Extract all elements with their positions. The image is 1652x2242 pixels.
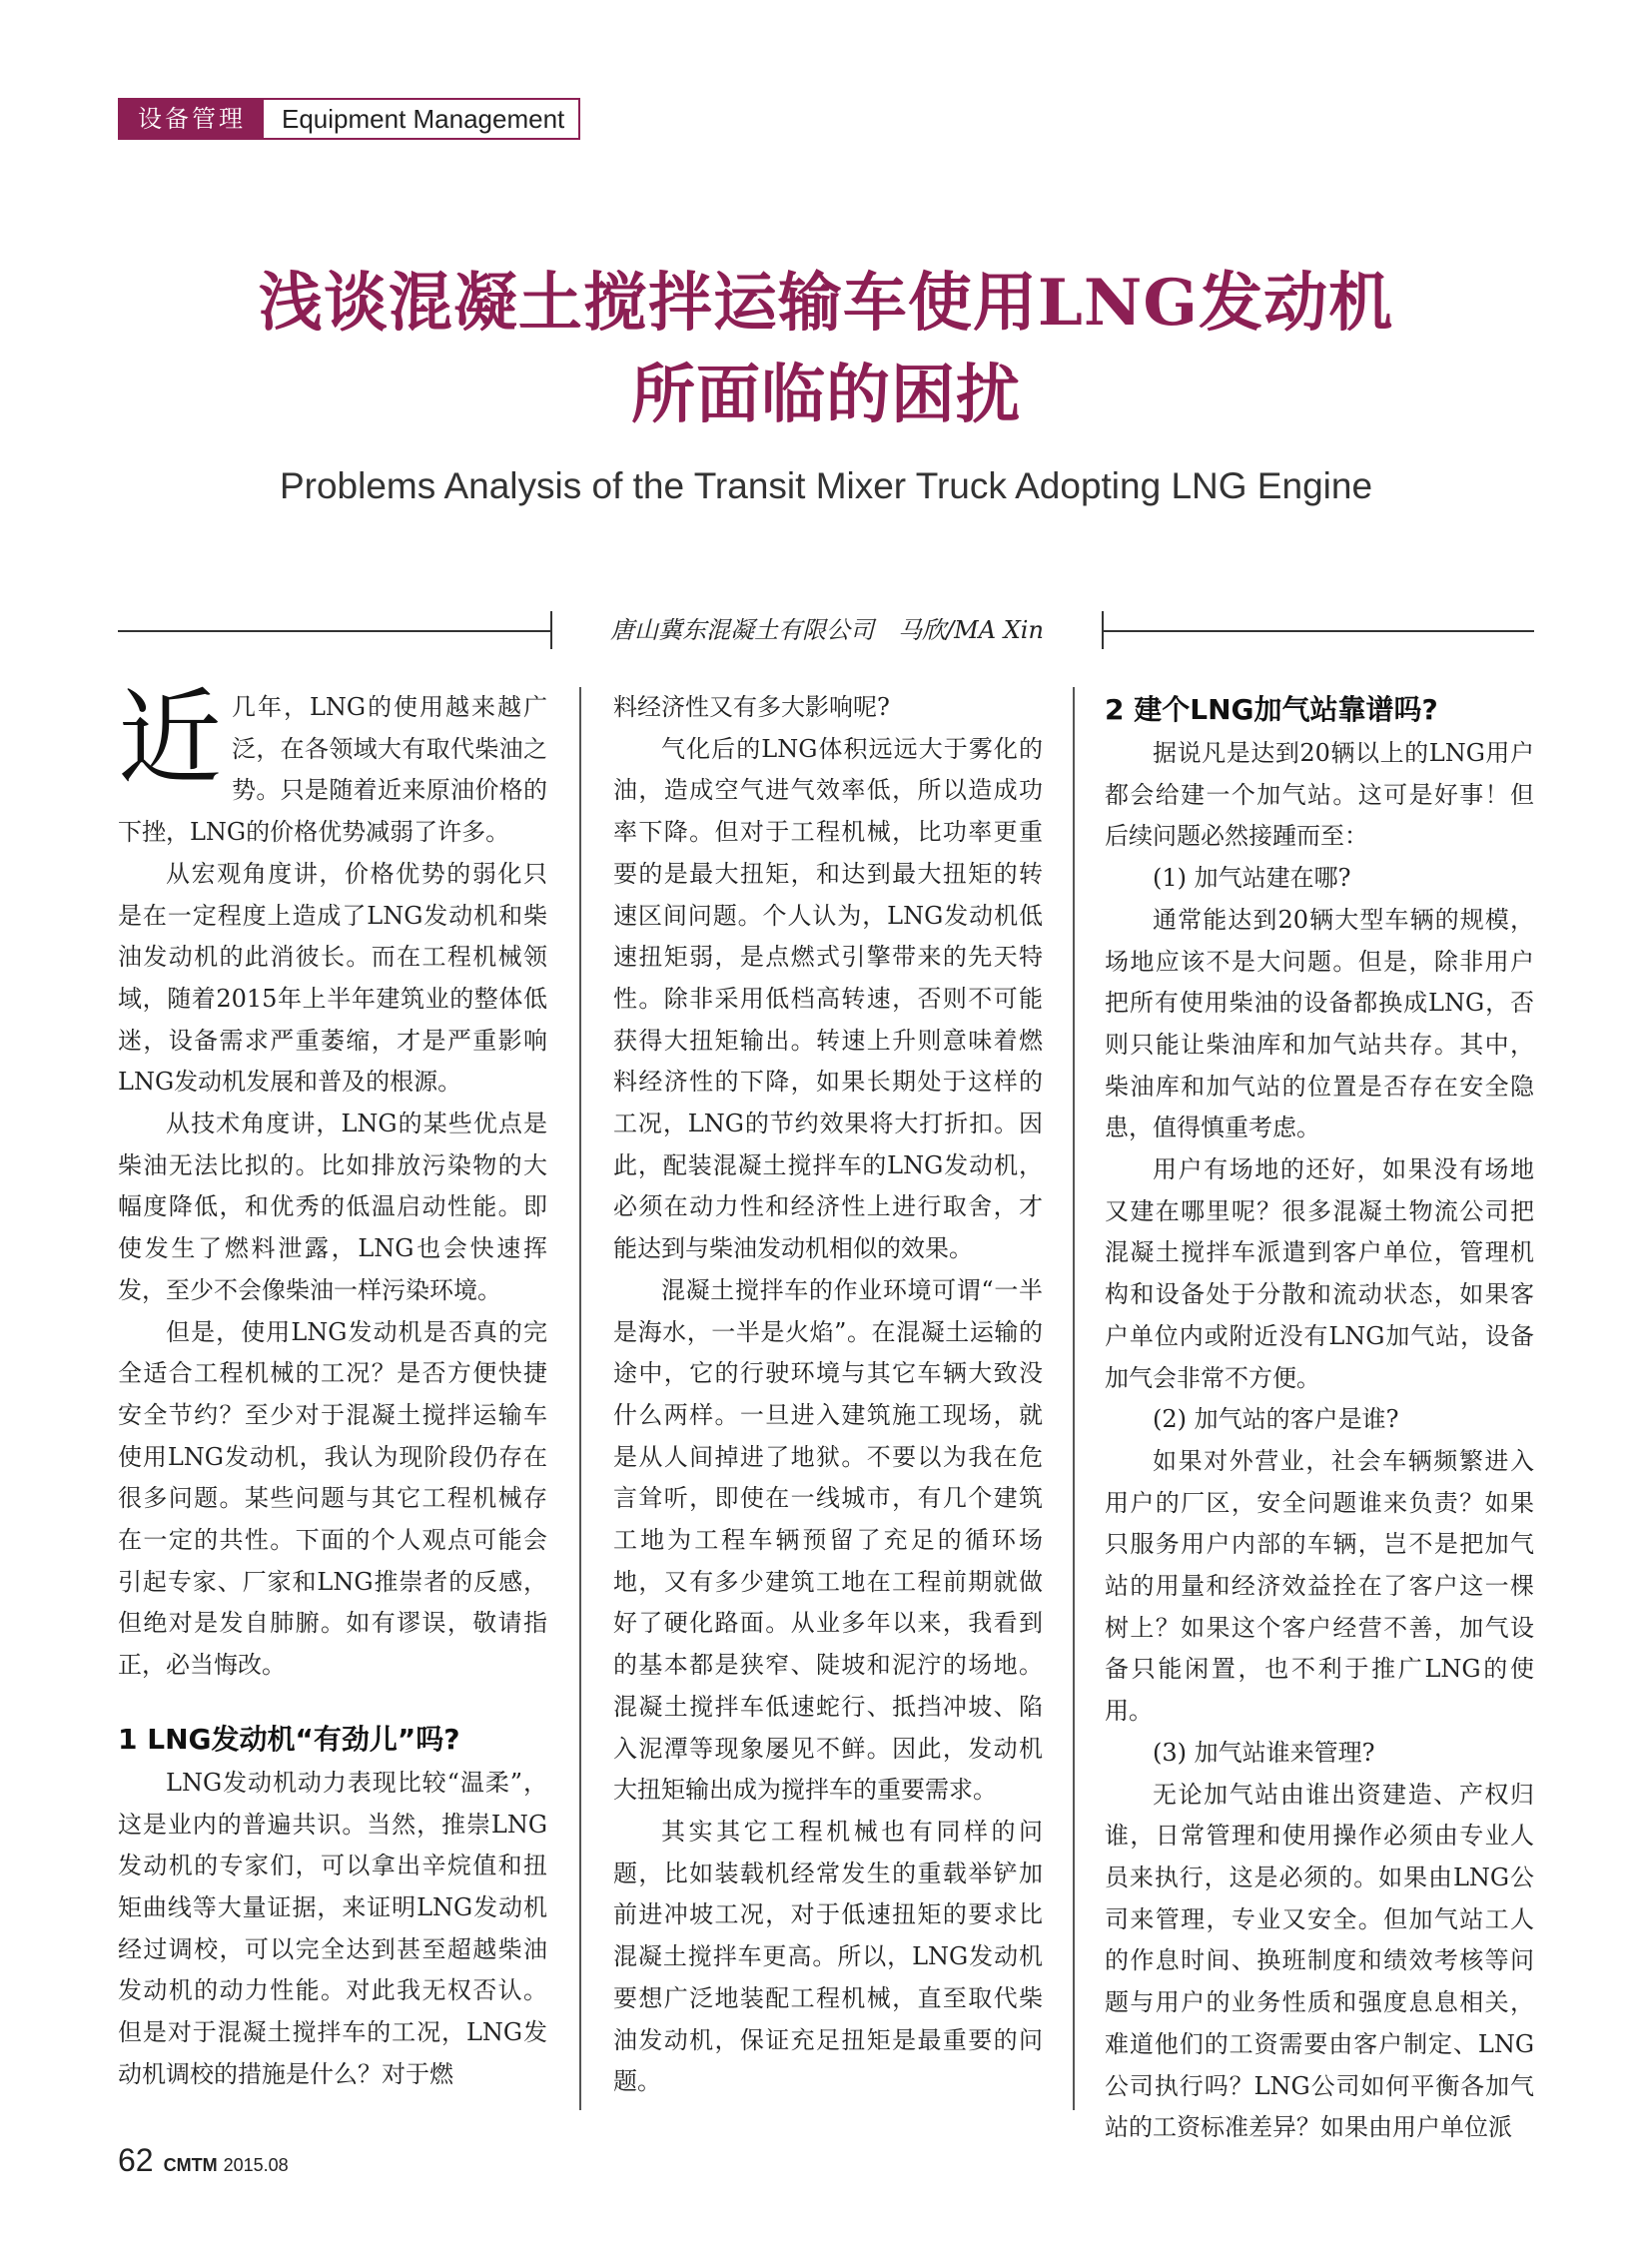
paragraph: 从技术角度讲，LNG的某些优点是柴油无法比拟的。比如排放污染物的大幅度降低，和优秀的低温启动性能。即使发生了燃料泄露，LNG也会快速挥发，至少不会像柴油一样污染环境。: [118, 1110, 547, 1304]
magazine-name: CMTM: [163, 2155, 218, 2175]
spacer: [118, 1687, 547, 1709]
author-tick-left: [550, 611, 552, 649]
column-1: [118, 677, 547, 2096]
paragraph-text: 几年，LNG的使用越来越广泛，在各领域大有取代柴油之势。只是随着近来原油价格的下挫，LNG的价格优势减弱了许多。: [118, 693, 547, 847]
paragraph: 无论加气站由谁出资建造、产权归谁，日常管理和使用操作必须由专业人员来执行，这是必须的。如果由LNG公司来管理，专业又安全。但加气站工人的作息时间、换班制度和绩效考核等问题与用户的业务性质和强度息息相关，难道他们的工资需要由客户制定、LNG公司执行吗？LNG公司如何平衡各加气站的工资标准差异？如果由用户单位派: [1105, 1780, 1534, 2142]
subheading: (1) 加气站建在哪?: [1153, 864, 1351, 893]
column-3: [1105, 687, 1534, 2149]
paragraph: 用户有场地的还好，如果没有场地又建在哪里呢？很多混凝土物流公司把混凝土搅拌车派遣到客户单位，管理机构和设备处于分散和流动状态，如果客户单位内或附近没有LNG加气站，设备加气会非常不方便。: [1105, 1155, 1534, 1392]
article-title-line2: 所面临的困扰: [631, 358, 1021, 432]
column-divider: [1073, 687, 1075, 2110]
section-tag-en: Equipment Management: [264, 100, 578, 138]
paragraph: 如果对外营业，社会车辆频繁进入用户的厂区，安全问题谁来负责？如果只服务用户内部的车辆，岂不是把加气站的用量和经济效益拴在了客户这一棵树上？如果这个客户经营不善，加气设备只能闲置，也不利于推广LNG的使用。: [1105, 1446, 1534, 1726]
paragraph: 混凝土搅拌车的作业环境可谓“一半是海水，一半是火焰”。在混凝土运输的途中，它的行驶环境与其它车辆大致没什么两样。一旦进入建筑施工现场，就是从人间掉进了地狱。不要以为我在危言耸听，即使在一线城市，有几个建筑工地为工程车辆预留了充足的循环场地，又有多少建筑工地在工程前期就做好了硬化路面。从业多年以来，我看到的基本都是狭窄、陡坡和泥泞的场地。混凝土搅拌车低速蛇行、抵挡冲坡、陷入泥潭等现象屡见不鲜。因此，发动机大扭矩输出成为搅拌车的重要需求。: [613, 1275, 1043, 1805]
section-tag: [118, 98, 580, 140]
issue-date: 2015.08: [223, 2155, 289, 2175]
column-divider: [579, 687, 581, 2110]
paragraph: 通常能达到20辆大型车辆的规模，场地应该不是大问题。但是，除非用户把所有使用柴油的设备都换成LNG，否则只能让柴油库和加气站共存。其中，柴油库和加气站的位置是否存在安全隐患，值得慎重考虑。: [1105, 905, 1534, 1142]
page-footer: [118, 2142, 289, 2182]
subheading: (3) 加气站谁来管理?: [1153, 1738, 1375, 1767]
section-heading: 1 LNG发动机“有劲儿”吗?: [118, 1722, 460, 1756]
section-heading: 2 建个LNG加气站靠谱吗?: [1105, 693, 1438, 726]
paragraph: LNG发动机动力表现比较“温柔”，这是业内的普遍共识。当然，推崇LNG发动机的专家们，可以拿出辛烷值和扭矩曲线等大量证据，来证明LNG发动机经过调校，可以完全达到甚至超越柴油发动机的动力性能。对此我无权否认。但是对于混凝土搅拌车的工况，LNG发动机调校的措施是什么？对于燃: [118, 1768, 547, 2088]
drop-cap: 近: [118, 677, 223, 799]
author-row: [118, 611, 1534, 649]
paragraph: 从宏观角度讲，价格优势的弱化只是在一定程度上造成了LNG发动机和柴油发动机的此消彼长。而在工程机械领域，随着2015年上半年建筑业的整体低迷，设备需求严重萎缩，才是严重影响LNG发动机发展和普及的根源。: [118, 859, 547, 1097]
author-byline: 唐山冀东混凝土有限公司 马欣/MA Xin: [610, 616, 1044, 644]
paragraph: [118, 677, 547, 854]
article-subtitle: Problems Analysis of the Transit Mixer Truck Adopting LNG Engine: [279, 465, 1373, 506]
page-number: 62: [118, 2142, 154, 2178]
paragraph: 据说凡是达到20辆以上的LNG用户都会给建一个加气站。这可是好事！但后续问题必然接踵而至：: [1105, 739, 1534, 851]
author-rule-left: [118, 630, 550, 632]
section-tag-cn: 设备管理: [120, 100, 264, 138]
paragraph: 气化后的LNG体积远远大于雾化的油，造成空气进气效率低，所以造成功率下降。但对于工程机械，比功率更重要的是最大扭矩，和达到最大扭矩的转速区间问题。个人认为，LNG发动机低速扭矩弱，是点燃式引擎带来的先天特性。除非采用低档高转速，否则不可能获得大扭矩输出。转速上升则意味着燃料经济性的下降，如果长期处于这样的工况，LNG的节约效果将大打折扣。因此，配装混凝土搅拌车的LNG发动机，必须在动力性和经济性上进行取舍，才能达到与柴油发动机相似的效果。: [613, 734, 1043, 1263]
article-title: [0, 258, 1652, 441]
paragraph: 其实其它工程机械也有同样的问题，比如装载机经常发生的重载举铲加前进冲坡工况，对于低速扭矩的要求比混凝土搅拌车更高。所以，LNG发动机要想广泛地装配工程机械，直至取代柴油发动机，保证充足扭矩是最重要的问题。: [613, 1817, 1043, 2096]
paragraph: 料经济性又有多大影响呢?: [613, 693, 890, 721]
column-2: [613, 687, 1043, 2103]
article-title-line1: 浅谈混凝土搅拌运输车使用LNG发动机: [258, 266, 1394, 341]
subheading: (2) 加气站的客户是谁?: [1153, 1405, 1399, 1434]
author-rule-right: [1102, 630, 1534, 632]
paragraph: 但是，使用LNG发动机是否真的完全适合工程机械的工况？是否方便快捷安全节约？至少对于混凝土搅拌运输车使用LNG发动机，我认为现阶段仍存在很多问题。某些问题与其它工程机械存在一定的共性。下面的个人观点可能会引起专家、厂家和LNG推崇者的反感，但绝对是发自肺腑。如有谬误，敬请指正，必当悔改。: [118, 1317, 547, 1680]
